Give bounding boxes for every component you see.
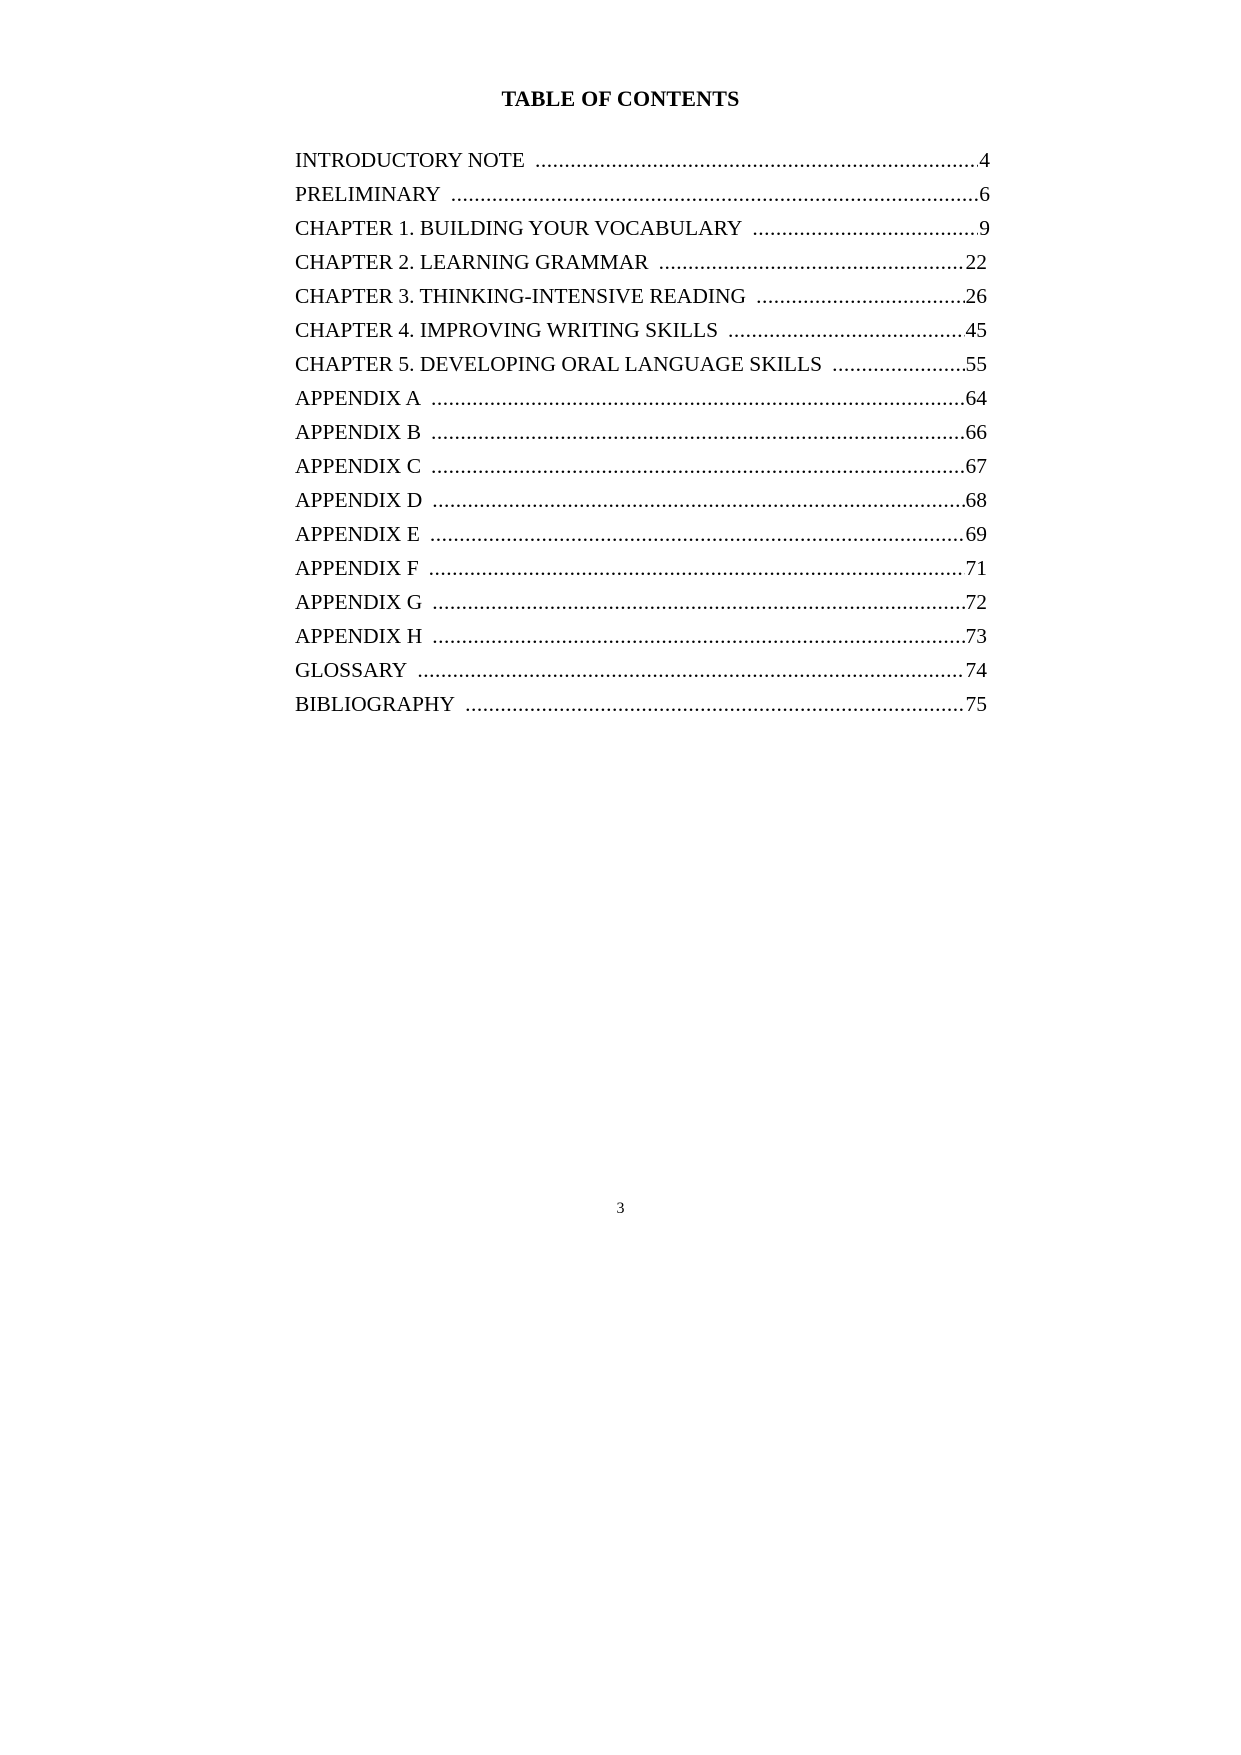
toc-leader-dots (756, 279, 964, 313)
toc-entry[interactable] (295, 381, 987, 415)
toc-entry-page: 55 (965, 352, 987, 376)
toc-list (295, 143, 990, 721)
toc-entry-page: 45 (965, 318, 987, 342)
toc-title: TABLE OF CONTENTS (501, 86, 740, 111)
toc-entry-label: CHAPTER 4. IMPROVING WRITING SKILLS (295, 318, 719, 342)
toc-entry[interactable] (295, 415, 987, 449)
toc-entry-label: APPENDIX D (295, 488, 423, 512)
toc-entry-label: APPENDIX A (295, 386, 422, 410)
page-number: 3 (616, 1200, 625, 1217)
toc-leader-dots (465, 687, 964, 721)
toc-entry-page: 69 (965, 522, 987, 546)
toc-leader-dots (659, 245, 965, 279)
toc-leader-dots (451, 177, 979, 211)
toc-entry[interactable] (295, 279, 987, 313)
toc-entry-label: GLOSSARY (295, 658, 408, 682)
toc-entry[interactable] (295, 653, 987, 687)
toc-entry[interactable] (295, 517, 987, 551)
toc-entry-page: 71 (965, 556, 987, 580)
toc-entry-page: 68 (965, 488, 987, 512)
toc-entry-label: CHAPTER 5. DEVELOPING ORAL LANGUAGE SKILLS (295, 352, 823, 376)
toc-entry-page: 67 (965, 454, 987, 478)
toc-leader-dots (728, 313, 964, 347)
toc-entry[interactable] (295, 551, 987, 585)
toc-entry-page: 74 (965, 658, 987, 682)
toc-leader-dots (432, 585, 964, 619)
toc-leader-dots (432, 619, 964, 653)
toc-entry-page: 64 (965, 386, 987, 410)
toc-leader-dots (431, 449, 964, 483)
toc-entry[interactable] (295, 619, 987, 653)
toc-entry-label: APPENDIX C (295, 454, 422, 478)
toc-entry[interactable] (295, 483, 987, 517)
toc-entry-label: CHAPTER 1. BUILDING YOUR VOCABULARY (295, 216, 743, 240)
toc-leader-dots (417, 653, 964, 687)
toc-entry-label: APPENDIX E (295, 522, 420, 546)
toc-entry-label: APPENDIX B (295, 420, 422, 444)
toc-leader-dots (432, 483, 964, 517)
toc-entry-label: CHAPTER 2. LEARNING GRAMMAR (295, 250, 649, 274)
toc-entry-page: 72 (965, 590, 987, 614)
toc-entry-label: PRELIMINARY (295, 182, 441, 206)
toc-entry[interactable] (295, 143, 990, 177)
toc-entry-label: APPENDIX G (295, 590, 423, 614)
toc-entry[interactable] (295, 687, 987, 721)
toc-entry-label: INTRODUCTORY NOTE (295, 148, 525, 172)
toc-leader-dots (431, 381, 964, 415)
toc-entry[interactable] (295, 585, 987, 619)
toc-entry-page: 22 (965, 250, 987, 274)
toc-entry-page: 6 (979, 182, 990, 206)
toc-entry[interactable] (295, 211, 990, 245)
toc-entry[interactable] (295, 347, 987, 381)
toc-entry-page: 75 (965, 692, 987, 716)
toc-entry-page: 73 (965, 624, 987, 648)
toc-entry-label: BIBLIOGRAPHY (295, 692, 456, 716)
toc-leader-dots (429, 551, 965, 585)
toc-leader-dots (535, 143, 978, 177)
toc-leader-dots (431, 415, 964, 449)
toc-entry-label: APPENDIX H (295, 624, 423, 648)
toc-entry-page: 26 (965, 284, 987, 308)
toc-entry[interactable] (295, 245, 987, 279)
toc-leader-dots (832, 347, 964, 381)
toc-entry[interactable] (295, 177, 990, 211)
toc-entry-page: 4 (979, 148, 990, 172)
toc-entry-page: 9 (979, 216, 990, 240)
toc-entry-label: CHAPTER 3. THINKING-INTENSIVE READING (295, 284, 747, 308)
toc-entry[interactable] (295, 313, 987, 347)
toc-leader-dots (430, 517, 965, 551)
toc-leader-dots (752, 211, 978, 245)
toc-entry-page: 66 (965, 420, 987, 444)
toc-entry[interactable] (295, 449, 987, 483)
toc-entry-label: APPENDIX F (295, 556, 419, 580)
